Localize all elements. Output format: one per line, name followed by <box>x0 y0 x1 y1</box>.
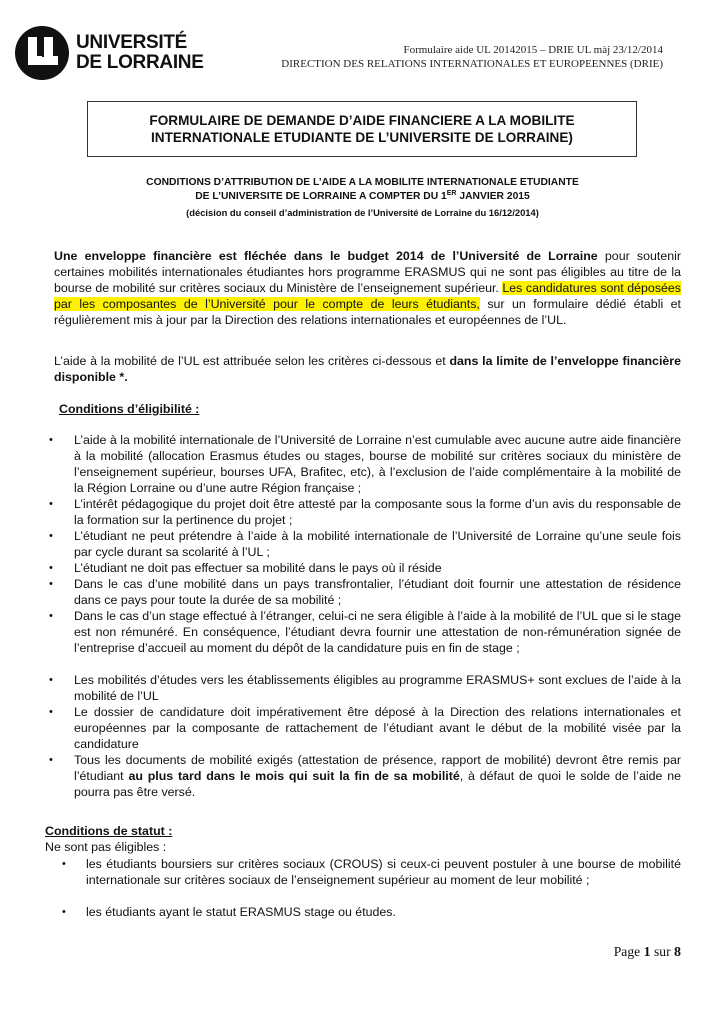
intro-bold-lead: Une enveloppe financière est fléchée dans le budget 2014 de l’Université de Lorraine <box>54 249 598 263</box>
bullet-icon: • <box>49 706 53 718</box>
list-item-text: les étudiants ayant le statut ERASMUS stage ou études. <box>86 905 396 919</box>
list-item <box>49 752 681 800</box>
current-page: 1 <box>643 945 651 960</box>
university-logo <box>14 24 204 82</box>
document-title-box <box>87 101 637 157</box>
list-item <box>49 528 681 560</box>
attribution-paragraph <box>54 353 681 385</box>
list-item-text: L’aide à la mobilité internationale de l’Université de Lorraine n’est cumulable avec aucune autre aide financière à la mobilité (allocation Erasmus études ou stages, bourse de mobilité sur critères sociaux du ministère de l’enseignement supérieur, bourses UFA, Brafitec, etc), à l’exclusion de l’aide complémentaire à la mobilité de la Région Lorraine ou d’une autre Région française ; <box>74 433 681 495</box>
intro-paragraph <box>54 248 681 328</box>
title-line-2: INTERNATIONALE ETUDIANTE DE L’UNIVERSITE DE LORRAINE) <box>151 130 573 145</box>
logo-line-1: UNIVERSITÉ <box>76 32 188 53</box>
total-pages: 8 <box>674 945 681 960</box>
intro-highlight: Les candidatures sont déposées par les composantes de l’Université pour le compte de leurs étudiants, <box>54 281 681 311</box>
bullet-icon: • <box>62 906 66 918</box>
conditions-heading-line-2 <box>60 191 665 202</box>
last-item-text-2: , à défaut de quoi le solde de l’aide ne pourra pas être versé. <box>74 769 681 799</box>
list-item-text: L’intérêt pédagogique du projet doit être attesté par la composante sous la forme d’un avis du responsable de la formation sur la pertinence du projet ; <box>74 497 681 527</box>
eligibility-heading: Conditions d’éligibilité : <box>59 402 200 416</box>
intro-text-1: pour soutenir certaines mobilités internationales étudiantes hors programme ERASMUS qui ne sont pas éligibles au titre de la bourse de mobilité sur critères sociaux du Ministère de l’enseignement supérieur. <box>54 249 681 295</box>
title-line-1: FORMULAIRE DE DEMANDE D’AIDE FINANCIERE A LA MOBILITE <box>149 113 575 128</box>
list-item <box>49 672 681 704</box>
list-item-text: Dans le cas d’un stage effectué à l’étranger, celui-ci ne sera éligible à l’aide à la mobilité de l’UL que si le stage est non rémunéré. En conséquence, l’étudiant devra fournir une attestation de non-rémunération signée de l’entreprise d’accueil au moment du dépôt de la candidature puis en fin de stage ; <box>74 609 681 655</box>
list-item-text: Dans le cas d’une mobilité dans un pays transfrontalier, l’étudiant doit fournir une attestation de résidence dans ce pays pour toute la durée de sa mobilité ; <box>74 577 681 607</box>
list-item <box>49 432 681 496</box>
list-item <box>49 576 681 608</box>
conditions-date-sup: ER <box>446 190 457 197</box>
last-item-bold: au plus tard dans le mois qui suit la fin de sa mobilité <box>128 769 460 783</box>
ul-logo-icon <box>14 25 70 81</box>
list-item-text: les étudiants boursiers sur critères sociaux (CROUS) si ceux-ci peuvent postuler à une bourse de mobilité internationale sur critères sociaux de l’enseignement supérieur au moment de leur mobilité ; <box>86 857 681 887</box>
logo-line-2: DE LORRAINE <box>76 52 204 73</box>
list-item <box>62 856 681 888</box>
list-item-text: Les mobilités d’études vers les établissements éligibles au programme ERASMUS+ sont exclues de l’aide à la mobilité de l’UL <box>74 673 681 703</box>
list-item <box>49 496 681 528</box>
list-item <box>49 608 681 656</box>
page-number <box>614 944 681 961</box>
list-item <box>49 560 681 576</box>
page-sep: sur <box>650 944 674 959</box>
list-item-text: L’étudiant ne peut prétendre à l’aide à la mobilité internationale de l’Université de Lorraine qu’une seule fois par cycle durant sa scolarité à l’UL ; <box>74 529 681 559</box>
attribution-text: L’aide à la mobilité de l’UL est attribuée selon les critères ci-dessous et <box>54 354 450 368</box>
bullet-icon: • <box>49 530 53 542</box>
bullet-icon: • <box>49 578 53 590</box>
page-label: Page <box>613 944 644 959</box>
bullet-icon: • <box>49 562 53 574</box>
conditions-date-prefix: DE L’UNIVERSITE DE LORRAINE A COMPTER DU 1 <box>195 191 447 202</box>
list-item-text <box>74 752 681 800</box>
bullet-icon: • <box>49 754 53 766</box>
bullet-icon: • <box>49 434 53 446</box>
list-item <box>49 704 681 752</box>
bullet-icon: • <box>49 498 53 510</box>
last-item-text-1: Tous les documents de mobilité exigés (attestation de présence, rapport de mobilité) devront être remis par l’étudiant <box>74 753 681 783</box>
conditions-date-suffix: JANVIER 2015 <box>456 191 530 202</box>
bullet-icon: • <box>49 610 53 622</box>
list-item-text: L’étudiant ne doit pas effectuer sa mobilité dans le pays où il réside <box>74 561 442 575</box>
intro-text-2: sur un formulaire dédié établi et régulièrement mis à jour par la Direction des relations internationales et européennes de l’UL. <box>54 297 681 327</box>
logo-wordmark <box>76 33 204 73</box>
attribution-bold: dans la limite de l’enveloppe financière disponible *. <box>54 354 681 384</box>
bullet-icon: • <box>49 674 53 686</box>
bullet-icon: • <box>62 858 66 870</box>
conditions-heading-line-1: CONDITIONS D’ATTRIBUTION DE L’AIDE A LA MOBILITE INTERNATIONALE ETUDIANTE <box>146 177 579 188</box>
header-form-ref: Formulaire aide UL 20142015 – DRIE UL màj 23/12/2014 <box>403 44 663 56</box>
header-department: DIRECTION DES RELATIONS INTERNATIONALES ET EUROPEENNES (DRIE) <box>281 58 663 70</box>
status-intro: Ne sont pas éligibles : <box>45 840 167 854</box>
conditions-decision-note: (décision du conseil d’administration de l’Université de Lorraine du 16/12/2014) <box>186 207 539 218</box>
list-item-text: Le dossier de candidature doit impérativement être déposé à la Direction des relations internationales et européennes par la composante de rattachement de l’étudiant avant le début de la mobilité visée par la candidature <box>74 705 681 751</box>
status-heading: Conditions de statut : <box>45 824 173 838</box>
list-item <box>62 904 681 920</box>
